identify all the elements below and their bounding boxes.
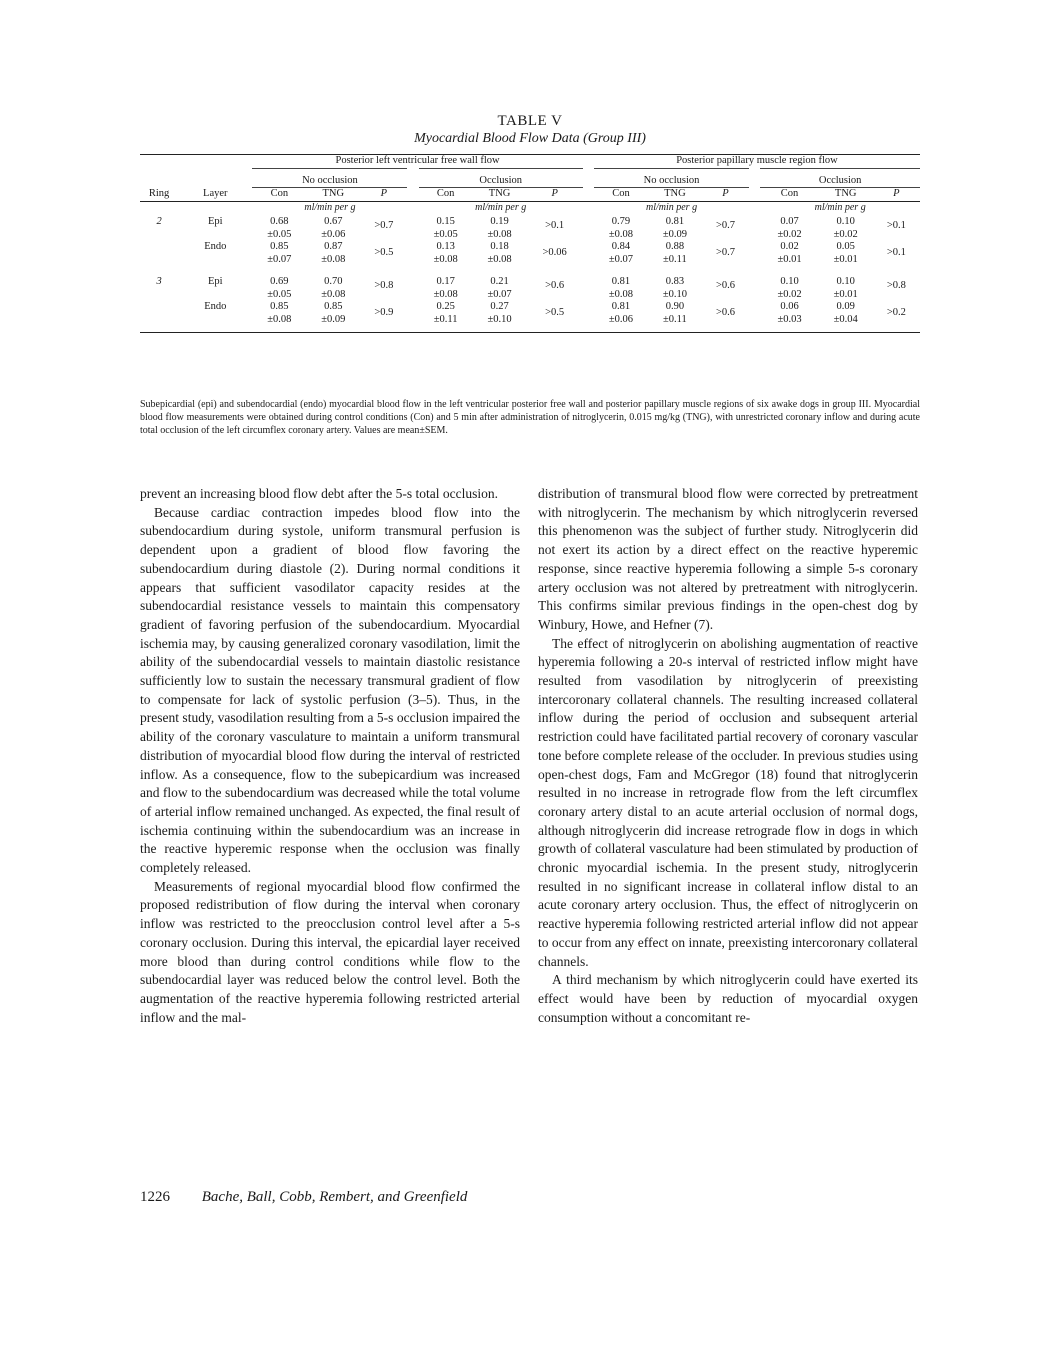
- p-value-cell: >0.1: [886, 247, 906, 258]
- body-column-left: [140, 485, 520, 1027]
- value-cell: 0.17 ±0.08: [433, 276, 458, 300]
- value-cell: 0.06 ±0.03: [777, 301, 802, 325]
- value-cell: 0.07 ±0.02: [777, 216, 802, 240]
- paragraph: The effect of nitroglycerin on abolishing augmentation of reactive hyperemia following a 20-s interval of restricted inflow might have resulted from vasodilation by nitroglycerin of preexisting intercoronary collateral channels. The resulting increased collateral inflow during the period of occlusion and subsequent arterial restriction could have facilitated partial recovery of coronary vascular tone before complete release of the occluder. In previous studies using open-chest dogs, Fam and McGregor (18) found that nitroglycerin resulted in no increase in retrograde flow from the left circumflex coronary artery distal to an acute arterial occlusion of normal dogs, although nitroglycerin did increase retrograde flow in dogs in which growth of collateral vasculature had been stimulated by production of chronic myocardial ischemia. In the present study, nitroglycerin resulted in no significant increase in collateral inflow distal to an acute coronary artery occlusion. Thus, the effect of nitroglycerin on reactive hyperemia following restricted arterial inflow did not appear to occur from any effect on innate, preexisting intercoronary collateral channels.: [538, 635, 918, 969]
- running-authors: Bache, Ball, Cobb, Rembert, and Greenfield: [201, 1189, 468, 1205]
- value-cell: 0.67 ±0.06: [321, 216, 346, 240]
- col-layer: Layer: [178, 188, 252, 202]
- table-title: Myocardial Blood Flow Data (Group III): [414, 131, 646, 146]
- condition-header: Occlusion: [760, 168, 920, 188]
- p-value-cell: >0.1: [886, 220, 906, 231]
- col-ring: Ring: [140, 188, 178, 202]
- col-p: P: [527, 188, 583, 202]
- ring-cell: [140, 241, 178, 266]
- units-label: ml/min per g: [475, 201, 527, 213]
- value-cell: 0.81 ±0.09: [662, 216, 687, 240]
- value-cell: 0.13 ±0.08: [433, 241, 458, 265]
- p-value-cell: >0.6: [715, 307, 735, 318]
- value-cell: 0.79 ±0.08: [608, 216, 634, 240]
- value-cell: 0.69 ±0.05: [267, 276, 292, 300]
- condition-header: No occlusion: [594, 168, 749, 188]
- p-value-cell: >0.1: [545, 220, 565, 231]
- value-cell: 0.27 ±0.10: [487, 301, 512, 325]
- value-cell: 0.85 ±0.07: [267, 241, 292, 265]
- table-row: [140, 241, 920, 266]
- group-header-papillary: Posterior papillary muscle region flow: [676, 155, 838, 166]
- col-p: P: [360, 188, 407, 202]
- ring-cell: 2: [156, 216, 162, 227]
- page-number: 1226: [140, 1189, 170, 1205]
- col-tng: TNG: [648, 188, 702, 202]
- ring-cell: 3: [156, 276, 162, 287]
- paragraph: distribution of transmural blood flow were corrected by pretreatment with nitroglycerin. The mechanism by which nitroglycerin reversed this phenomenon was the subject of further study. Nitroglycerin did not exert its action by a direct effect on the reactive hyperemic response, since reactive hyperemia following a simple 5-s coronary artery occlusion was not altered by pretreatment with nitroglycerin. This confirms similar previous findings in the open-chest dog by Winbury, Howe, and Hefner (7).: [538, 486, 918, 632]
- value-cell: 0.81 ±0.06: [608, 301, 634, 325]
- value-cell: 0.81 ±0.08: [608, 276, 634, 300]
- table-row: [140, 266, 920, 301]
- p-value-cell: >0.06: [542, 247, 567, 258]
- body-column-right: [538, 485, 918, 1027]
- value-cell: 0.70 ±0.08: [321, 276, 346, 300]
- value-cell: 0.85 ±0.09: [321, 301, 346, 325]
- layer-cell: Epi: [207, 276, 223, 287]
- p-value-cell: >0.2: [886, 307, 906, 318]
- value-cell: 0.68 ±0.05: [267, 216, 292, 240]
- value-cell: 0.15 ±0.05: [433, 216, 458, 240]
- col-con: Con: [252, 188, 306, 202]
- p-value-cell: >0.9: [374, 307, 394, 318]
- p-value-cell: >0.5: [545, 307, 565, 318]
- group-header-free-wall: Posterior left ventricular free wall flow: [335, 155, 500, 166]
- table-row: [140, 301, 920, 326]
- value-cell: 0.90 ±0.11: [663, 301, 687, 325]
- p-value-cell: >0.7: [715, 247, 735, 258]
- units-label: ml/min per g: [814, 201, 866, 213]
- value-cell: 0.85 ±0.08: [267, 301, 292, 325]
- paragraph: A third mechanism by which nitroglycerin could have exerted its effect would have been by reduction of myocardial oxygen consumption without a concomitant re-: [538, 972, 918, 1025]
- col-tng: TNG: [473, 188, 527, 202]
- layer-cell: Epi: [207, 216, 223, 227]
- paragraph: prevent an increasing blood flow debt after the 5-s total occlusion.: [140, 486, 499, 501]
- blood-flow-table: [140, 154, 920, 333]
- value-cell: 0.10 ±0.02: [777, 276, 802, 300]
- p-value-cell: >0.5: [374, 247, 394, 258]
- value-cell: 0.05 ±0.01: [833, 241, 858, 265]
- ring-cell: [140, 301, 178, 326]
- col-con: Con: [760, 188, 818, 202]
- paragraph: Because cardiac contraction impedes blood flow into the subendocardium during systole, uniform transmural perfusion is dependent upon a gradient of blood flow favoring the subendocardium during diastole (2). During normal conditions it appears that sufficient vasodilator capacity resides at the subendocardial resistance vessels to maintain this compensatory gradient of favoring perfusion of the subendocardium. Myocardial ischemia may, by causing generalized coronary vasodilation, limit the ability of the subendocardial vessels to maintain diastolic resistance sufficiently low to sustain the necessary transmural gradient of flow to compensate for lack of systolic perfusion (3–5). Thus, in the present study, vasodilation resulting from a 5-s occlusion impaired the ability of the coronary vasculature to maintain a uniform transmural distribution of myocardial blood flow during the interval of restricted inflow. As a consequence, flow to the subepicardium was increased and flow to the subendocardium was decreased while the total volume of arterial inflow remained unchanged. As expected, the final result of ischemia continuing within the subendocardium was an increase in the reactive hyperemic response when the occlusion was finally completely released.: [140, 504, 520, 876]
- table-label: TABLE V: [497, 113, 563, 129]
- col-p: P: [873, 188, 920, 202]
- layer-cell: Endo: [204, 241, 227, 252]
- value-cell: 0.84 ±0.07: [608, 241, 634, 265]
- value-cell: 0.18 ±0.08: [487, 241, 512, 265]
- value-cell: 0.02 ±0.01: [777, 241, 802, 265]
- col-con: Con: [594, 188, 648, 202]
- value-cell: 0.10 ±0.01: [833, 276, 858, 300]
- value-cell: 0.19 ±0.08: [487, 216, 512, 240]
- value-cell: 0.25 ±0.11: [433, 301, 458, 325]
- page-footer: [140, 1189, 467, 1206]
- table-footnote: Subepicardial (epi) and subendocardial (endo) myocardial blood flow in the left ventricular posterior free wall and posterior papillary muscle regions of six awake dogs in group III. Myocardial blood flow measurements were obtained during control conditions (Con) and 5 min after administration of nitroglycerin, 0.015 mg/kg (TNG), with unrestricted coronary inflow and during acute total occlusion of the left circumflex coronary artery. Values are mean±SEM.: [140, 399, 920, 436]
- layer-cell: Endo: [204, 301, 227, 312]
- p-value-cell: >0.7: [715, 220, 735, 231]
- p-value-cell: >0.8: [886, 280, 906, 291]
- value-cell: 0.09 ±0.04: [833, 301, 858, 325]
- paragraph: Measurements of regional myocardial blood flow confirmed the proposed redistribution of flow during the interval when coronary inflow was restricted to the preocclusion control level after a 5-s coronary occlusion. During this interval, the epicardial layer received more blood than during control conditions while flow to the subendocardial layer was reduced below the control level. Both the augmentation of the reactive hyperemia following restricted arterial inflow and the mal-: [140, 878, 520, 1025]
- p-value-cell: >0.7: [374, 220, 394, 231]
- table-row: [140, 214, 920, 241]
- col-p: P: [702, 188, 749, 202]
- value-cell: 0.21 ±0.07: [487, 276, 512, 300]
- value-cell: 0.10 ±0.02: [833, 216, 858, 240]
- units-label: ml/min per g: [304, 201, 356, 213]
- condition-header: No occlusion: [252, 168, 407, 188]
- p-value-cell: >0.6: [545, 280, 565, 291]
- p-value-cell: >0.8: [374, 280, 394, 291]
- value-cell: 0.83 ±0.10: [662, 276, 687, 300]
- col-tng: TNG: [306, 188, 360, 202]
- condition-header: Occlusion: [419, 168, 583, 188]
- units-label: ml/min per g: [645, 201, 698, 213]
- value-cell: 0.87 ±0.08: [321, 241, 346, 265]
- value-cell: 0.88 ±0.11: [663, 241, 687, 265]
- p-value-cell: >0.6: [715, 280, 735, 291]
- col-con: Con: [419, 188, 473, 202]
- col-tng: TNG: [819, 188, 873, 202]
